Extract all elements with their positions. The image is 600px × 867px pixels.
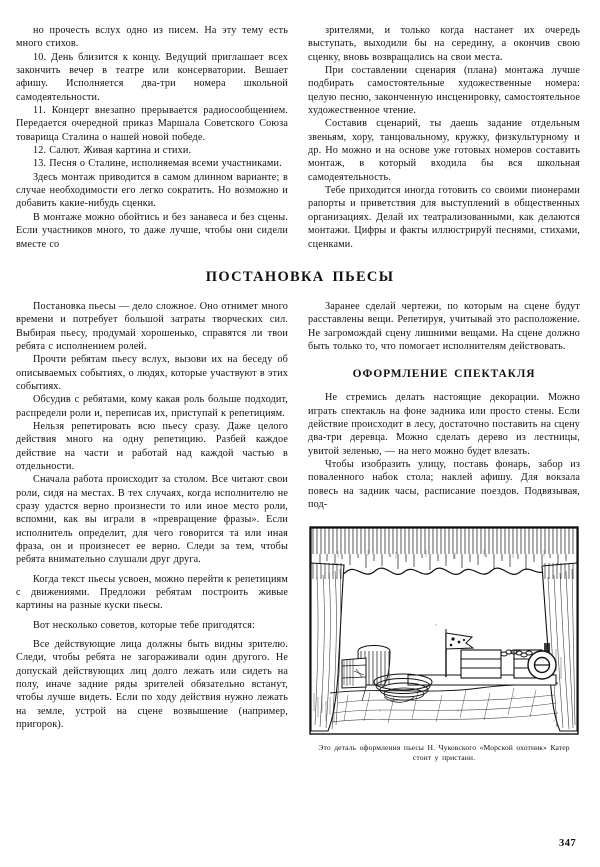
life-preserver-prop xyxy=(528,651,556,679)
paragraph: При составлении сценария (плана) монтажа лучше подбирать самостоятельные художественные номера: целую песню, законченную инсценировку, самостоятельное художественное чтение. xyxy=(308,65,580,117)
right-column-section xyxy=(308,300,580,763)
paragraph: Когда текст пьесы усвоен, можно перейти к репетициям с движениями. Предложи ребятам построить живые картины на разные куски пьесы. xyxy=(16,573,288,612)
paragraph: В монтаже можно обойтись и без занавеса и без сцены. Если участников много, то даже лучше, чтобы они сидели вместе со xyxy=(16,211,288,250)
left-column-section xyxy=(16,300,288,732)
paragraph: 11. Концерт внезапно прерывается радиосообщением. Передается очередной приказ Маршала Советского Союза товарища Сталина о нашей новой победе. xyxy=(16,105,288,143)
page-number: 347 xyxy=(559,838,576,849)
paragraph: Вот несколько советов, которые тебе пригодятся: xyxy=(33,619,256,631)
paragraph: Чтобы изобразить улицу, поставь фонарь, забор из поваленного набок стола; наклей афишу. Для вокзала повесь на задник часы, расписание поездов. Подвязывая, под- xyxy=(308,458,580,510)
paragraph: Заранее сделай чертежи, по которым на сцене будут расставлены вещи. Репетируя, учитывай это расположение. Не загромождай сцену лишними вещами. На сцене должно быть только то, что помогает исполнителям действовать. xyxy=(308,300,580,352)
paragraph: Составив сценарий, ты даешь задание отдельным звеньям, хору, танцовальному, кружку, физкультурному и др. Но можно и на основе уже готовых номеров составить монтаж, в который входила бы вся школьная самодеятельность. xyxy=(308,118,580,183)
top-columns-block xyxy=(16,24,584,251)
paragraph: 13. Песня о Сталине, исполняемая всеми участниками. xyxy=(33,158,282,170)
paragraph: Обсудив с ребятами, кому какая роль больше подходит, распредели роли и, переписав их, приступай к репетициям. xyxy=(16,394,288,419)
subsection-heading: ОФОРМЛЕНИЕ СПЕКТАКЛЯ xyxy=(352,368,536,381)
paragraph: 10. День близится к концу. Ведущий приглашает всех закончить вечер в театре или консерватории. Вешает афишу. Исполняется два-три номера школьной самодеятельности. xyxy=(16,51,288,103)
paragraph: Тебе приходится иногда готовить со своими пионерами рапорты и приветствия для выступлений в общественных организациях. Делай их театрализованными, как делаются монтажи. Цифры и факты иллюстрируй песнями, стихами, сценками. xyxy=(308,185,580,250)
stage-valance-group xyxy=(311,528,577,574)
figure xyxy=(308,525,580,763)
section-heading: ПОСТАНОВКА ПЬЕСЫ xyxy=(205,268,395,285)
paragraph: но прочесть вслух одно из писем. На эту тему есть много стихов. xyxy=(16,25,288,50)
paragraph: Прочти ребятам пьесу вслух, вызови их на беседу об описываемых событиях, о людях, которые участвуют в этих событиях. xyxy=(16,354,288,392)
left-column-top xyxy=(16,24,288,251)
paragraph: Сначала работа происходит за столом. Все читают свои роли, сидя на местах. В тех случаях, когда исполнителю не сразу удастся верно произнести то или иное место роли, вспомни, как вы играли в «превращение фразы». Если исполнитель определит, для чего говорится та или иная фраза, он и произнесет ее верно. Следи за тем, чтобы ребята внимательно слушали друг друга. xyxy=(16,474,288,566)
figure-caption: Это деталь оформления пьесы Н. Чуковского «Морской охотник» Катер стоит у пристани. xyxy=(318,743,570,763)
paragraph: Нельзя репетировать всю пьесу сразу. Даже целого действия много на одну репетицию. Разбей каждое действие на части и работай над каждой частью в отдельности. xyxy=(16,420,288,472)
stage-set-illustration xyxy=(308,525,580,738)
right-column-top xyxy=(308,24,580,251)
paragraph: Постановка пьесы — дело сложное. Оно отнимет много времени и потребует большой затраты творческих сил. Выбирая пьесу, продумай хорошенько, справятся ли твои ребята с исполнением ролей. xyxy=(16,300,288,352)
section-columns-block xyxy=(16,300,584,763)
paragraph: зрителями, и только когда настанет их очередь выступать, выходили бы на середину, а окончив свою сценку, вновь возвращались на свои места. xyxy=(308,25,580,63)
paragraph: Все действующие лица должны быть видны зрителю. Следи, чтобы ребята не загораживали один другого. Не допускай действующих лиц долго лежать или сидеть на полу, иначе задние ряды зрителей обязательно встанут, чтобы лучше видеть. Если по ходу действия нужно лежать на земле, устрой на сцене возвышение (например, пригорок). xyxy=(16,639,288,731)
paragraph: 12. Салют. Живая картина и стихи. xyxy=(33,145,192,157)
paragraph: Здесь монтаж приводится в самом длинном варианте; в случае необходимости его легко сократить. Но возможно и добавить какие-нибудь сценки. xyxy=(16,171,288,210)
paragraph: Не стремись делать настоящие декорации. Можно играть спектакль на фоне задника или просто стены. Если действие происходит в лесу, достаточно поставить на сцену два-три деревца. Можно сделать дерево из лестницы, увитой зеленью, — на него можно будет влезать. xyxy=(308,392,580,457)
